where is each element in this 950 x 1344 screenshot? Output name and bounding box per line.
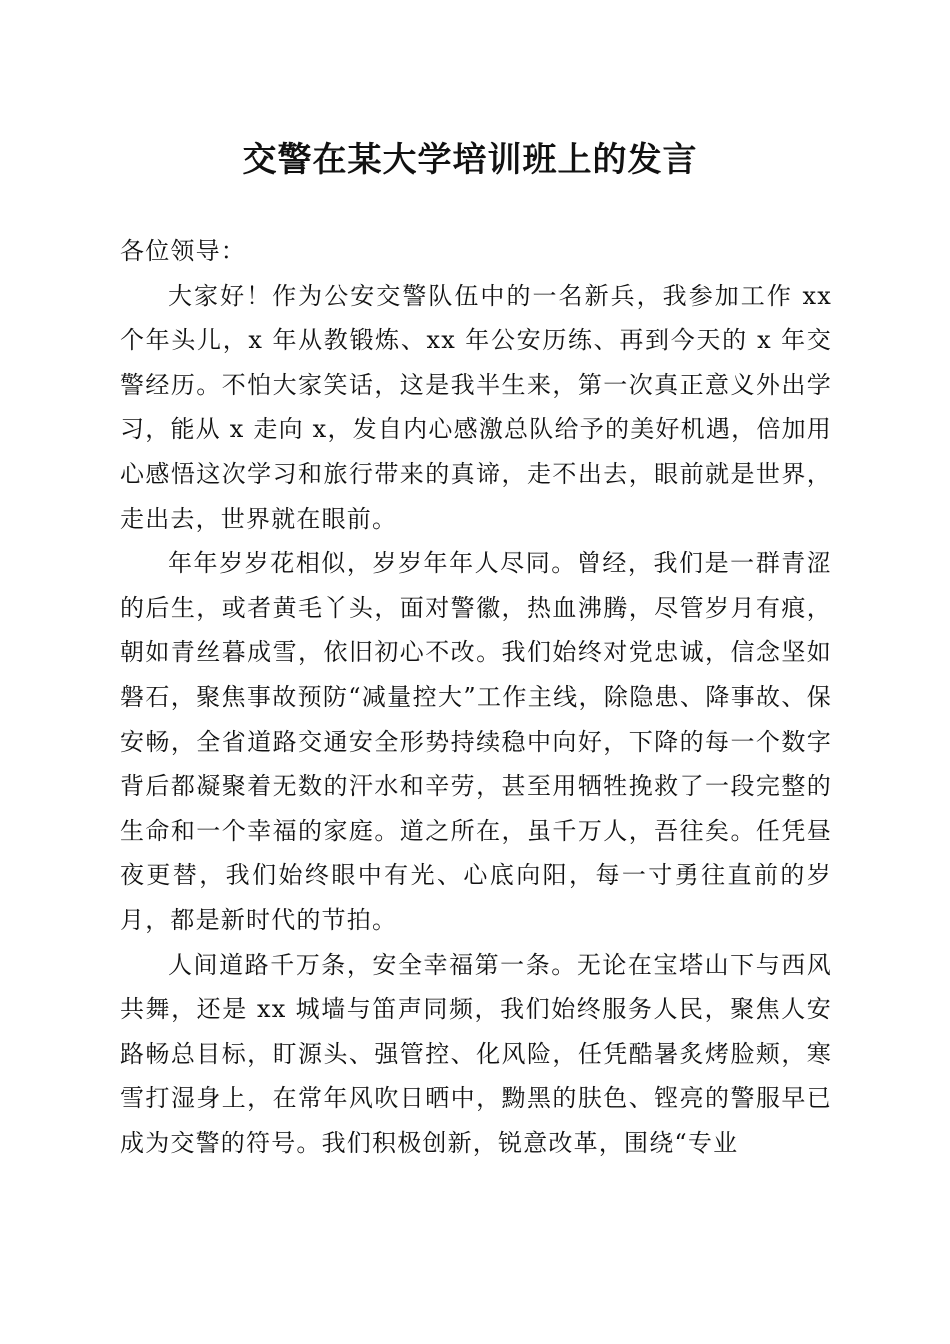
paragraph-2: 年年岁岁花相似，岁岁年年人尽同。曾经，我们是一群青涩的后生，或者黄毛丫头，面对警徽，热血沸腾，尽管岁月有痕，朝如青丝暮成雪，依旧初心不改。我们始终对党忠诚，信念坚如磐石，聚焦事故预防“减量控大”工作主线，除隐患、降事故、保安畅，全省道路交通安全形势持续稳中向好，下降的每一个数字背后都凝聚着无数的汗水和辛劳，甚至用牺牲挽救了一段完整的生命和一个幸福的家庭。道之所在，虽千万人，吾往矣。任凭昼夜更替，我们始终眼中有光、心底向阳，每一寸勇往直前的岁月，都是新时代的节拍。 (120, 549, 832, 934)
paragraph-1: 大家好！作为公安交警队伍中的一名新兵，我参加工作 xx 个年头儿，x 年从教锻炼、xx 年公安历练、再到今天的 x 年交警经历。不怕大家笑话，这是我半生来，第一次真正意义外出学习，能从 x 走向 x，发自内心感激总队给予的美好机遇，倍加用心感悟这次学习和旅行带来的真谛，走不出去，眼前就是世界，走出去，世界就在眼前。 (120, 281, 832, 533)
document-body (120, 229, 832, 1165)
paragraph-3: 人间道路千万条，安全幸福第一条。无论在宝塔山下与西风共舞，还是 xx 城墙与笛声同频，我们始终服务人民，聚焦人安路畅总目标，盯源头、强管控、化风险，任凭酷暑炙烤脸颊，寒雪打湿身上，在常年风吹日晒中，黝黑的肤色、铿亮的警服早已成为交警的符号。我们积极创新，锐意改革，围绕“专业 (120, 950, 832, 1157)
salutation: 各位领导： (120, 237, 246, 265)
document-title: 交警在某大学培训班上的发言 (242, 140, 698, 180)
